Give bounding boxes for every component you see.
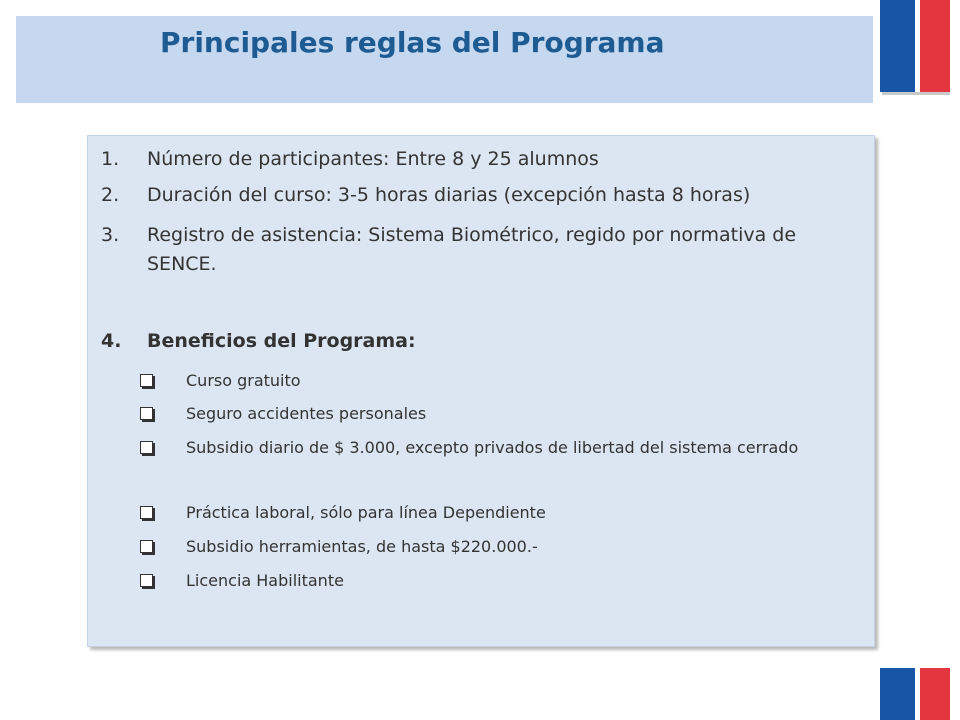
flag-red-stripe bbox=[920, 0, 950, 92]
rule-number: 2. bbox=[101, 184, 120, 206]
rule-number: 3. bbox=[101, 224, 120, 246]
rules-content-box bbox=[87, 135, 875, 647]
rule-item-benefits-heading bbox=[101, 327, 861, 356]
benefit-text: Subsidio herramientas, de hasta $220.000.- bbox=[186, 537, 538, 556]
flag-blue-stripe bbox=[880, 0, 915, 92]
flag-logo-bottom bbox=[880, 668, 950, 720]
rule-item bbox=[101, 221, 861, 279]
benefit-text: Curso gratuito bbox=[186, 371, 301, 390]
slide-title: Principales reglas del Programa bbox=[160, 26, 665, 59]
checkbox-icon bbox=[140, 407, 153, 420]
rule-text: Número de participantes: Entre 8 y 25 alumnos bbox=[147, 148, 599, 170]
checkbox-icon bbox=[140, 441, 153, 454]
flag-red-stripe bbox=[920, 668, 950, 720]
rule-text: Duración del curso: 3-5 horas diarias (excepción hasta 8 horas) bbox=[147, 184, 751, 206]
benefit-item bbox=[140, 399, 860, 428]
benefit-item bbox=[140, 366, 860, 395]
benefit-item bbox=[140, 433, 860, 462]
rule-number: 4. bbox=[101, 330, 122, 352]
benefit-item bbox=[140, 532, 860, 561]
checkbox-icon bbox=[140, 574, 153, 587]
benefit-item bbox=[140, 498, 860, 527]
benefit-text: Seguro accidentes personales bbox=[186, 404, 427, 423]
rule-number: 1. bbox=[101, 148, 120, 170]
benefit-item bbox=[140, 566, 860, 595]
benefit-text: Práctica laboral, sólo para línea Dependiente bbox=[186, 503, 546, 522]
rule-item bbox=[101, 145, 861, 174]
flag-logo-top bbox=[880, 0, 950, 92]
rule-item bbox=[101, 181, 861, 210]
checkbox-icon bbox=[140, 374, 153, 387]
flag-blue-stripe bbox=[880, 668, 915, 720]
checkbox-icon bbox=[140, 540, 153, 553]
benefits-heading: Beneficios del Programa: bbox=[147, 330, 416, 352]
flag-shadow bbox=[882, 92, 950, 95]
benefit-text: Subsidio diario de $ 3.000, excepto privados de libertad del sistema cerrado bbox=[186, 438, 799, 457]
benefit-text: Licencia Habilitante bbox=[186, 571, 344, 590]
rule-text: Registro de asistencia: Sistema Biométrico, regido por normativa de SENCE. bbox=[147, 224, 797, 275]
checkbox-icon bbox=[140, 506, 153, 519]
